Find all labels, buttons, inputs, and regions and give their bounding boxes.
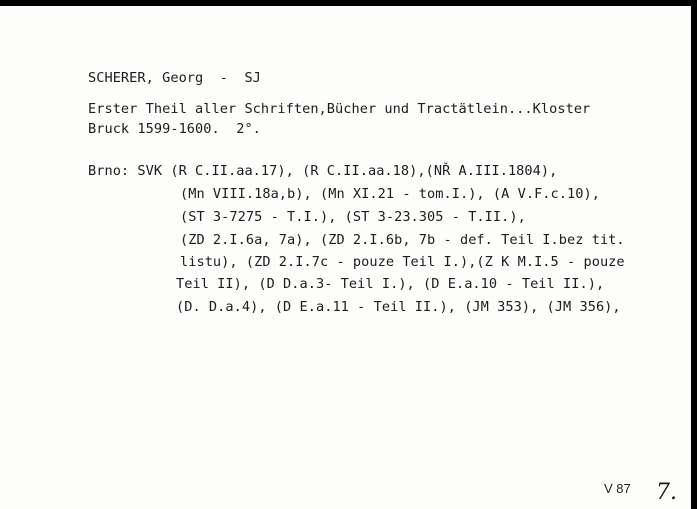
author-header: SCHERER, Georg - SJ <box>88 70 261 86</box>
scan-edge-top <box>0 0 697 6</box>
holdings-line-5: listu), (ZD 2.I.7c - pouze Teil I.),(Z K M.I.5 - pouze <box>180 254 625 270</box>
holdings-line-3: (ST 3-7275 - T.I.), (ST 3-23.305 - T.II.), <box>180 209 526 225</box>
title-line-1: Erster Theil aller Schriften,Bücher und Tractätlein...Kloster <box>88 101 591 117</box>
title-line-2: Bruck 1599-1600. 2°. <box>88 121 261 137</box>
holdings-line-4: (ZD 2.I.6a, 7a), (ZD 2.I.6b, 7b - def. Teil I.bez tit. <box>180 232 625 248</box>
shelf-mark: V 87 <box>604 481 631 496</box>
holdings-line-7: (D. D.a.4), (D E.a.11 - Teil II.), (JM 353), (JM 356), <box>176 299 621 315</box>
holdings-line-2: (Mn VIII.18a,b), (Mn XI.21 - tom.I.), (A V.F.c.10), <box>180 186 600 202</box>
handwritten-number: 7. <box>656 480 677 505</box>
holdings-line-6: Teil II), (D D.a.3- Teil I.), (D E.a.10 - Teil II.), <box>176 276 605 292</box>
scan-edge-right <box>691 0 697 509</box>
holdings-line-1: Brno: SVK (R C.II.aa.17), (R C.II.aa.18),(NŘ A.III.1804), <box>88 163 558 179</box>
